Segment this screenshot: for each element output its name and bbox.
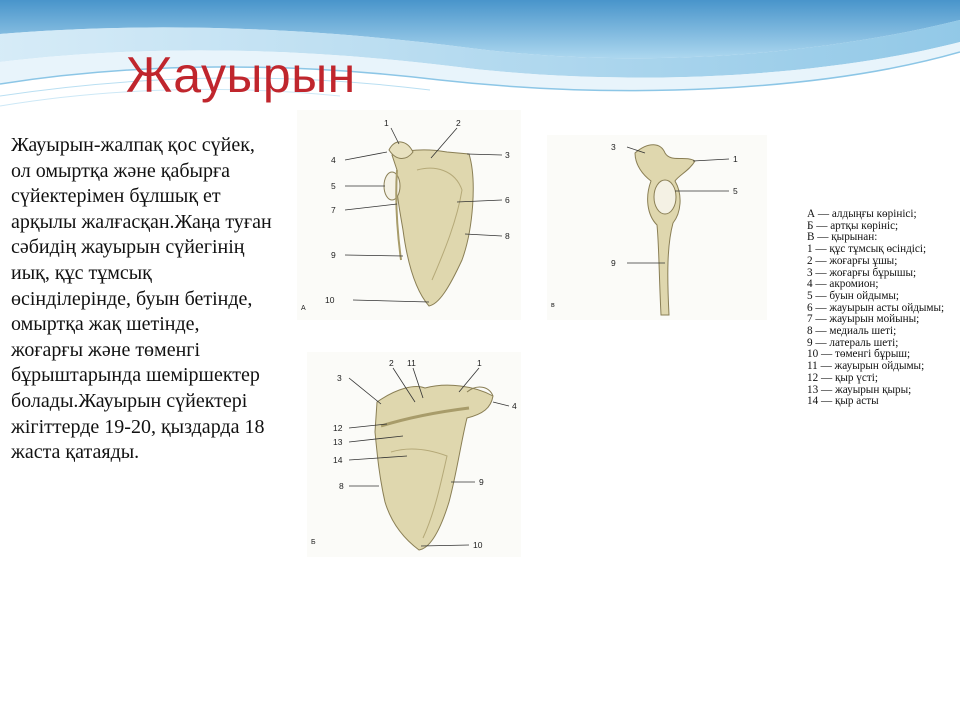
- figure-b-label-11: 11: [407, 358, 416, 368]
- legend-item: 3 — жоғарғы бұрышы;: [807, 266, 917, 279]
- figure-b-label-10: 10: [473, 540, 483, 550]
- legend-item: 1 — құс тұмсық өсіндісі;: [807, 243, 927, 256]
- figure-a-tag: А: [301, 305, 306, 312]
- scapula-posterior-illustration: [375, 385, 493, 550]
- legend-item: 5 — буын ойдымы;: [807, 289, 900, 302]
- leader-line-4: [493, 402, 509, 406]
- legend-item: 10 — төменгі бұрыш;: [807, 348, 911, 361]
- legend-item: А — алдыңғы көрінісі;: [807, 209, 917, 220]
- legend-item: 11 — жауырын ойдымы;: [807, 360, 925, 373]
- legend-item: 8 — медиаль шеті;: [807, 325, 897, 338]
- figure-b-label-14: 14: [333, 455, 343, 465]
- legend-item: 7 — жауырын мойыны;: [807, 313, 920, 326]
- figure-b-label-9: 9: [479, 477, 484, 487]
- figure-b-label-8: 8: [339, 481, 344, 491]
- legend-item: 13 — жауырын қыры;: [807, 383, 912, 396]
- figure-a-label-8: 8: [505, 231, 510, 241]
- scapula-figure-anterior: [297, 110, 521, 320]
- legend-item: Б — артқы көрініс;: [807, 219, 899, 232]
- figure-b-label-1: 1: [477, 358, 482, 368]
- legend-item: 6 — жауырын асты ойдымы;: [807, 301, 945, 314]
- figure-a-label-3: 3: [505, 150, 510, 160]
- leader-line-9: [345, 255, 403, 256]
- figure-c-label-9: 9: [611, 258, 616, 268]
- legend-item: 12 — қыр үсті;: [807, 371, 878, 384]
- legend-item: В — қырынан:: [807, 231, 878, 244]
- figure-b-tag: Б: [311, 539, 316, 546]
- legend-item: 14 — қыр асты: [807, 395, 879, 408]
- figure-a-label-2: 2: [456, 118, 461, 128]
- figure-c-tag: в: [551, 302, 555, 309]
- figure-b-label-4: 4: [512, 401, 517, 411]
- figure-b-label-13: 13: [333, 437, 343, 447]
- leader-line-10: [353, 300, 429, 302]
- figure-a-label-4: 4: [331, 155, 336, 165]
- figure-c-label-5: 5: [733, 186, 738, 196]
- figure-b-label-3: 3: [337, 373, 342, 383]
- figure-a-label-9: 9: [331, 250, 336, 260]
- figure-a-label-7: 7: [331, 205, 336, 215]
- scapula-lateral-illustration: [635, 145, 695, 315]
- leader-line-3: [349, 378, 381, 404]
- leader-line-1: [693, 159, 729, 161]
- figure-b-label-2: 2: [389, 358, 394, 368]
- figure-c-label-1: 1: [733, 154, 738, 164]
- figure-a-label-10: 10: [325, 295, 335, 305]
- figure-a-label-1: 1: [384, 118, 389, 128]
- scapula-figure-lateral: [547, 135, 767, 320]
- figure-c-label-3: 3: [611, 142, 616, 152]
- scapula-anterior-illustration: [392, 150, 473, 306]
- figure-legend: [807, 209, 960, 408]
- legend-item: 9 — латераль шеті;: [807, 336, 899, 349]
- leader-line-4: [345, 152, 387, 160]
- slide-title: Жауырын: [126, 47, 356, 103]
- scapula-figure-posterior: [307, 352, 521, 557]
- leader-line-8: [465, 234, 502, 236]
- figure-a-label-5: 5: [331, 181, 336, 191]
- leader-line-3: [467, 154, 502, 155]
- leader-line-7: [345, 204, 397, 210]
- leader-line-1: [391, 128, 399, 144]
- slide-body-text: Жауырын-жалпақ қос сүйек, ол омыртқа және қабырға сүйектерімен бұлшық ет арқылы жалғасқан.Жаңа туған сәбидің жауырын сүйегінің иық, құс тұмсық өсінділерінде, буын бетінде, омыртқа жақ шетінде, жоғарғы және төменгі бұрыштарында шеміршектер болады.Жауырын сүйектері жігіттерде 19-20, қыздарда 18 жаста қатаяды.: [11, 134, 272, 464]
- figure-b-label-12: 12: [333, 423, 343, 433]
- legend-item: 4 — акромион;: [807, 278, 879, 291]
- figure-a-label-6: 6: [505, 195, 510, 205]
- legend-item: 2 — жоғарғы ұшы;: [807, 254, 898, 267]
